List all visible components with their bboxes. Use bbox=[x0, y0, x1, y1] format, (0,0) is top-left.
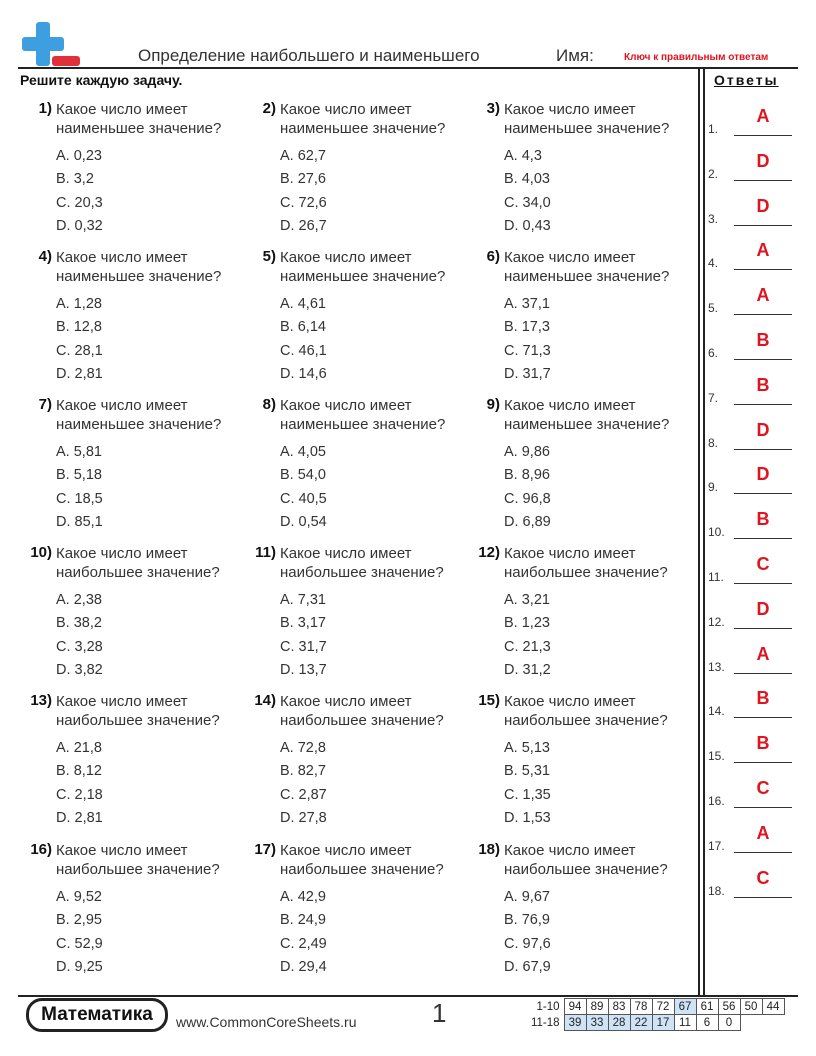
choice-list bbox=[504, 293, 551, 386]
problem-question: Какое число имеет наибольшее значение? bbox=[56, 545, 220, 581]
problem-number: 9) bbox=[486, 396, 500, 413]
choice-option: D. 0,43 bbox=[504, 217, 551, 234]
score-cell: 83 bbox=[608, 999, 630, 1015]
answer-number: 1. bbox=[708, 122, 719, 136]
answer-number: 3. bbox=[708, 211, 719, 226]
choice-option: A. 9,86 bbox=[504, 444, 550, 460]
score-cell: 56 bbox=[718, 999, 740, 1015]
choice-list bbox=[504, 737, 551, 830]
problem-17 bbox=[244, 841, 468, 981]
answer-number: 4. bbox=[708, 256, 719, 271]
problem-6 bbox=[468, 248, 692, 388]
choice-option: C. 28,1 bbox=[56, 342, 103, 359]
problem-number: 2) bbox=[262, 100, 276, 117]
choice-option: D. 9,25 bbox=[56, 958, 103, 975]
choice-list bbox=[56, 737, 103, 830]
answer-line bbox=[734, 538, 792, 539]
problem-number: 7) bbox=[38, 396, 52, 413]
answer-number: 16. bbox=[708, 794, 725, 808]
choice-option: B. 54,0 bbox=[280, 467, 326, 484]
score-cell: 94 bbox=[564, 999, 586, 1015]
answer-key-label: Ключ к правильным ответам bbox=[624, 52, 769, 63]
answer-letter: D bbox=[756, 464, 770, 485]
name-label: Имя: bbox=[556, 46, 594, 65]
answer-letter: C bbox=[756, 867, 770, 888]
choice-list bbox=[280, 737, 327, 830]
problem-16 bbox=[20, 841, 244, 981]
answer-letter: B bbox=[756, 733, 770, 754]
score-cell: 11 bbox=[674, 1015, 696, 1031]
choice-option: A. 4,3 bbox=[504, 148, 542, 164]
choice-option: A. 7,31 bbox=[280, 592, 326, 608]
answer-4 bbox=[708, 240, 794, 270]
choice-option: D. 85,1 bbox=[56, 513, 103, 530]
problem-number: 15) bbox=[478, 692, 500, 709]
choice-option: C. 21,3 bbox=[504, 638, 551, 655]
answer-letter: A bbox=[756, 240, 770, 261]
choice-list bbox=[56, 441, 103, 534]
choice-option: B. 38,2 bbox=[56, 615, 102, 632]
score-cell: 33 bbox=[586, 1015, 608, 1031]
answer-line bbox=[734, 404, 792, 405]
problem-number: 12) bbox=[478, 544, 500, 561]
problem-question: Какое число имеет наименьшее значение? bbox=[504, 397, 670, 433]
answer-number: 7. bbox=[708, 390, 719, 405]
choice-option: C. 2,18 bbox=[56, 786, 103, 803]
score-cell: 28 bbox=[608, 1015, 630, 1031]
score-row-label: 11-18 bbox=[530, 1016, 560, 1029]
answer-number: 8. bbox=[708, 435, 719, 450]
problem-question: Какое число имеет наибольшее значение? bbox=[504, 842, 668, 878]
answer-column-divider-inner bbox=[703, 67, 705, 995]
choice-option: A. 5,13 bbox=[504, 740, 550, 756]
problem-15 bbox=[468, 692, 692, 832]
answer-number: 13. bbox=[708, 659, 725, 674]
problem-number: 10) bbox=[30, 544, 52, 561]
page-title: Определение наибольшего и наименьшего bbox=[138, 46, 480, 65]
answer-1 bbox=[708, 106, 794, 136]
answer-line bbox=[734, 628, 792, 629]
answer-17 bbox=[708, 823, 794, 853]
problem-number: 5) bbox=[262, 248, 276, 265]
answer-2 bbox=[708, 151, 794, 181]
problem-question: Какое число имеет наименьшее значение? bbox=[280, 397, 446, 433]
answer-12 bbox=[708, 599, 794, 629]
score-cell: 72 bbox=[652, 999, 674, 1015]
header-divider bbox=[18, 67, 798, 69]
answer-letter: B bbox=[756, 330, 770, 350]
problem-8 bbox=[244, 396, 468, 536]
choice-option: C. 34,0 bbox=[504, 194, 551, 211]
choice-option: D. 67,9 bbox=[504, 958, 551, 975]
answer-letter: A bbox=[756, 822, 770, 843]
answer-7 bbox=[708, 375, 794, 405]
problem-5 bbox=[244, 248, 468, 388]
score-cell: 6 bbox=[696, 1015, 718, 1031]
choice-option: C. 46,1 bbox=[280, 342, 327, 359]
answer-8 bbox=[708, 420, 794, 450]
choice-list bbox=[504, 441, 551, 534]
choice-option: C. 20,3 bbox=[56, 194, 103, 211]
score-cell: 78 bbox=[630, 999, 652, 1015]
problem-number: 17) bbox=[254, 841, 276, 858]
score-cell: 50 bbox=[740, 999, 762, 1015]
choice-option: C. 2,49 bbox=[280, 935, 327, 952]
answer-line bbox=[734, 135, 792, 136]
problem-question: Какое число имеет наименьшее значение? bbox=[280, 249, 446, 285]
problem-question: Какое число имеет наибольшее значение? bbox=[56, 842, 220, 878]
choice-option: A. 4,61 bbox=[280, 296, 326, 312]
score-table bbox=[530, 998, 785, 1031]
answer-line bbox=[734, 807, 792, 808]
choice-option: C. 96,8 bbox=[504, 490, 551, 507]
answer-column-divider bbox=[698, 67, 700, 995]
choice-option: B. 3,17 bbox=[280, 615, 326, 632]
choice-option: C. 40,5 bbox=[280, 490, 327, 507]
subject-badge: Математика bbox=[26, 998, 168, 1032]
score-cell: 44 bbox=[762, 999, 784, 1015]
choice-list bbox=[56, 589, 103, 682]
choice-list bbox=[280, 293, 327, 386]
problem-11 bbox=[244, 544, 468, 684]
score-cell: 61 bbox=[696, 999, 718, 1015]
problem-number: 16) bbox=[30, 841, 52, 858]
choice-option: A. 1,28 bbox=[56, 296, 102, 312]
problem-14 bbox=[244, 692, 468, 832]
answer-number: 11. bbox=[708, 570, 724, 584]
answer-line bbox=[734, 269, 792, 270]
score-row bbox=[530, 999, 784, 1015]
choice-option: A. 42,9 bbox=[280, 889, 326, 905]
choice-option: C. 2,87 bbox=[280, 786, 327, 803]
answer-3 bbox=[708, 196, 794, 226]
choice-option: B. 17,3 bbox=[504, 319, 550, 336]
choice-list bbox=[280, 145, 327, 238]
problem-question: Какое число имеет наименьшее значение? bbox=[56, 397, 222, 433]
answer-number: 14. bbox=[708, 704, 725, 719]
choice-option: A. 21,8 bbox=[56, 740, 102, 756]
score-cell: 17 bbox=[652, 1015, 674, 1031]
problem-number: 6) bbox=[486, 248, 500, 265]
choice-option: D. 29,4 bbox=[280, 958, 327, 975]
choice-list bbox=[56, 886, 103, 979]
answer-letter: A bbox=[756, 106, 770, 126]
problem-1 bbox=[20, 100, 244, 240]
choice-option: C. 1,35 bbox=[504, 786, 551, 803]
site-url: www.CommonCoreSheets.ru bbox=[176, 1014, 357, 1030]
choice-option: B. 2,95 bbox=[56, 912, 102, 929]
answer-line bbox=[734, 852, 792, 853]
choice-option: C. 52,9 bbox=[56, 935, 103, 952]
answer-line bbox=[734, 449, 792, 450]
problem-number: 14) bbox=[254, 692, 276, 709]
score-cell: 22 bbox=[630, 1015, 652, 1031]
choice-option: B. 76,9 bbox=[504, 912, 550, 929]
choice-option: D. 0,54 bbox=[280, 513, 327, 530]
answer-number: 2. bbox=[708, 166, 719, 181]
choice-option: B. 27,6 bbox=[280, 171, 326, 188]
problem-number: 11) bbox=[255, 544, 276, 561]
answer-letter: D bbox=[756, 195, 770, 216]
choice-option: D. 3,82 bbox=[56, 661, 103, 678]
problem-question: Какое число имеет наибольшее значение? bbox=[56, 693, 220, 729]
choice-option: A. 5,81 bbox=[56, 444, 102, 460]
problem-3 bbox=[468, 100, 692, 240]
answer-line bbox=[734, 673, 792, 674]
answer-16 bbox=[708, 778, 794, 808]
score-row bbox=[530, 1015, 784, 1031]
choice-option: A. 72,8 bbox=[280, 740, 326, 756]
problem-13 bbox=[20, 692, 244, 832]
answer-10 bbox=[708, 509, 794, 539]
choice-option: C. 18,5 bbox=[56, 490, 103, 507]
answer-line bbox=[734, 717, 792, 718]
choice-option: C. 97,6 bbox=[504, 935, 551, 952]
choice-option: B. 4,03 bbox=[504, 171, 550, 188]
answer-5 bbox=[708, 285, 794, 315]
answer-letter: C bbox=[756, 778, 770, 798]
problem-2 bbox=[244, 100, 468, 240]
choice-option: D. 6,89 bbox=[504, 513, 551, 530]
answer-9 bbox=[708, 464, 794, 494]
answer-letter: D bbox=[756, 598, 770, 619]
score-cell: 67 bbox=[674, 999, 696, 1015]
score-cell: 0 bbox=[718, 1015, 740, 1031]
problem-question: Какое число имеет наибольшее значение? bbox=[280, 693, 444, 729]
choice-option: A. 0,23 bbox=[56, 148, 102, 164]
answer-line bbox=[734, 583, 792, 584]
answer-letter: B bbox=[756, 509, 770, 530]
choice-option: B. 12,8 bbox=[56, 319, 102, 336]
answer-number: 17. bbox=[708, 838, 725, 853]
choice-option: B. 24,9 bbox=[280, 912, 326, 929]
logo-icon bbox=[22, 22, 80, 68]
answer-number: 9. bbox=[708, 480, 719, 495]
score-cell: 39 bbox=[564, 1015, 586, 1031]
answer-line bbox=[734, 180, 792, 181]
answer-11 bbox=[708, 554, 794, 584]
choice-option: C. 71,3 bbox=[504, 342, 551, 359]
problem-12 bbox=[468, 544, 692, 684]
choice-option: D. 26,7 bbox=[280, 217, 327, 234]
choice-option: A. 9,67 bbox=[504, 889, 550, 905]
problem-4 bbox=[20, 248, 244, 388]
problem-question: Какое число имеет наименьшее значение? bbox=[504, 101, 670, 137]
answer-number: 15. bbox=[708, 749, 725, 764]
problem-question: Какое число имеет наименьшее значение? bbox=[504, 249, 670, 285]
answer-line bbox=[734, 897, 792, 898]
choice-option: B. 5,18 bbox=[56, 467, 102, 484]
choice-option: C. 31,7 bbox=[280, 638, 327, 655]
choice-option: B. 82,7 bbox=[280, 763, 326, 780]
answer-letter: D bbox=[756, 150, 770, 171]
page-number: 1 bbox=[432, 998, 447, 1028]
answer-15 bbox=[708, 733, 794, 763]
answer-letter: D bbox=[756, 419, 770, 440]
instructions: Решите каждую задачу. bbox=[20, 72, 183, 88]
choice-option: D. 2,81 bbox=[56, 365, 103, 382]
problem-question: Какое число имеет наибольшее значение? bbox=[504, 545, 668, 581]
problem-question: Какое число имеет наибольшее значение? bbox=[280, 842, 444, 878]
answer-14 bbox=[708, 688, 794, 718]
problem-9 bbox=[468, 396, 692, 536]
answer-number: 10. bbox=[708, 525, 725, 540]
problem-number: 3) bbox=[486, 100, 500, 117]
score-row-label: 1-10 bbox=[536, 1000, 560, 1013]
answer-letter: C bbox=[756, 554, 770, 574]
choice-option: C. 3,28 bbox=[56, 638, 103, 655]
choice-option: D. 1,53 bbox=[504, 809, 551, 826]
answer-number: 6. bbox=[708, 346, 719, 360]
choice-option: A. 4,05 bbox=[280, 444, 326, 460]
choice-option: B. 3,2 bbox=[56, 171, 94, 188]
problem-question: Какое число имеет наибольшее значение? bbox=[504, 693, 668, 729]
problem-18 bbox=[468, 841, 692, 981]
choice-list bbox=[504, 886, 551, 979]
answer-6 bbox=[708, 330, 794, 360]
problem-7 bbox=[20, 396, 244, 536]
footer-divider bbox=[18, 995, 798, 997]
choice-option: B. 8,96 bbox=[504, 467, 550, 484]
choice-list bbox=[56, 293, 103, 386]
choice-option: A. 62,7 bbox=[280, 148, 326, 164]
choice-option: A. 9,52 bbox=[56, 889, 102, 905]
choice-option: C. 72,6 bbox=[280, 194, 327, 211]
choice-option: A. 2,38 bbox=[56, 592, 102, 608]
choice-list bbox=[504, 589, 551, 682]
problem-number: 13) bbox=[30, 692, 52, 709]
problem-question: Какое число имеет наименьшее значение? bbox=[56, 101, 222, 137]
problem-question: Какое число имеет наименьшее значение? bbox=[280, 101, 446, 137]
choice-option: D. 27,8 bbox=[280, 809, 327, 826]
problem-number: 1) bbox=[38, 100, 52, 117]
answer-letter: A bbox=[756, 643, 770, 664]
answer-number: 12. bbox=[708, 614, 725, 629]
answer-line bbox=[734, 762, 792, 763]
choice-list bbox=[56, 145, 103, 238]
problem-number: 4) bbox=[38, 248, 52, 265]
score-cell: 89 bbox=[586, 999, 608, 1015]
choice-option: B. 5,31 bbox=[504, 763, 550, 780]
choice-list bbox=[504, 145, 551, 238]
choice-option: A. 37,1 bbox=[504, 296, 550, 312]
choice-option: D. 14,6 bbox=[280, 365, 327, 382]
choice-option: A. 3,21 bbox=[504, 592, 550, 608]
problem-number: 8) bbox=[262, 396, 276, 413]
choice-list bbox=[280, 441, 327, 534]
answer-number: 5. bbox=[708, 301, 719, 316]
problem-number: 18) bbox=[478, 841, 500, 858]
answer-line bbox=[734, 493, 792, 494]
answer-line bbox=[734, 225, 792, 226]
answer-line bbox=[734, 314, 792, 315]
answer-letter: B bbox=[756, 688, 770, 709]
answer-letter: A bbox=[756, 285, 770, 306]
problem-question: Какое число имеет наименьшее значение? bbox=[56, 249, 222, 285]
answer-letter: B bbox=[756, 374, 770, 395]
answer-18 bbox=[708, 868, 794, 898]
choice-option: D. 31,7 bbox=[504, 365, 551, 382]
choice-list bbox=[280, 589, 327, 682]
answer-number: 18. bbox=[708, 883, 725, 898]
choice-option: D. 13,7 bbox=[280, 661, 327, 678]
problem-question: Какое число имеет наибольшее значение? bbox=[280, 545, 444, 581]
answers-title: Ответы bbox=[714, 72, 779, 88]
choice-option: B. 6,14 bbox=[280, 319, 326, 336]
choice-option: D. 2,81 bbox=[56, 809, 103, 826]
answer-line bbox=[734, 359, 792, 360]
problem-10 bbox=[20, 544, 244, 684]
choice-option: D. 0,32 bbox=[56, 217, 103, 234]
choice-option: B. 8,12 bbox=[56, 763, 102, 780]
choice-option: B. 1,23 bbox=[504, 615, 550, 632]
choice-list bbox=[280, 886, 327, 979]
choice-option: D. 31,2 bbox=[504, 661, 551, 678]
answer-13 bbox=[708, 644, 794, 674]
